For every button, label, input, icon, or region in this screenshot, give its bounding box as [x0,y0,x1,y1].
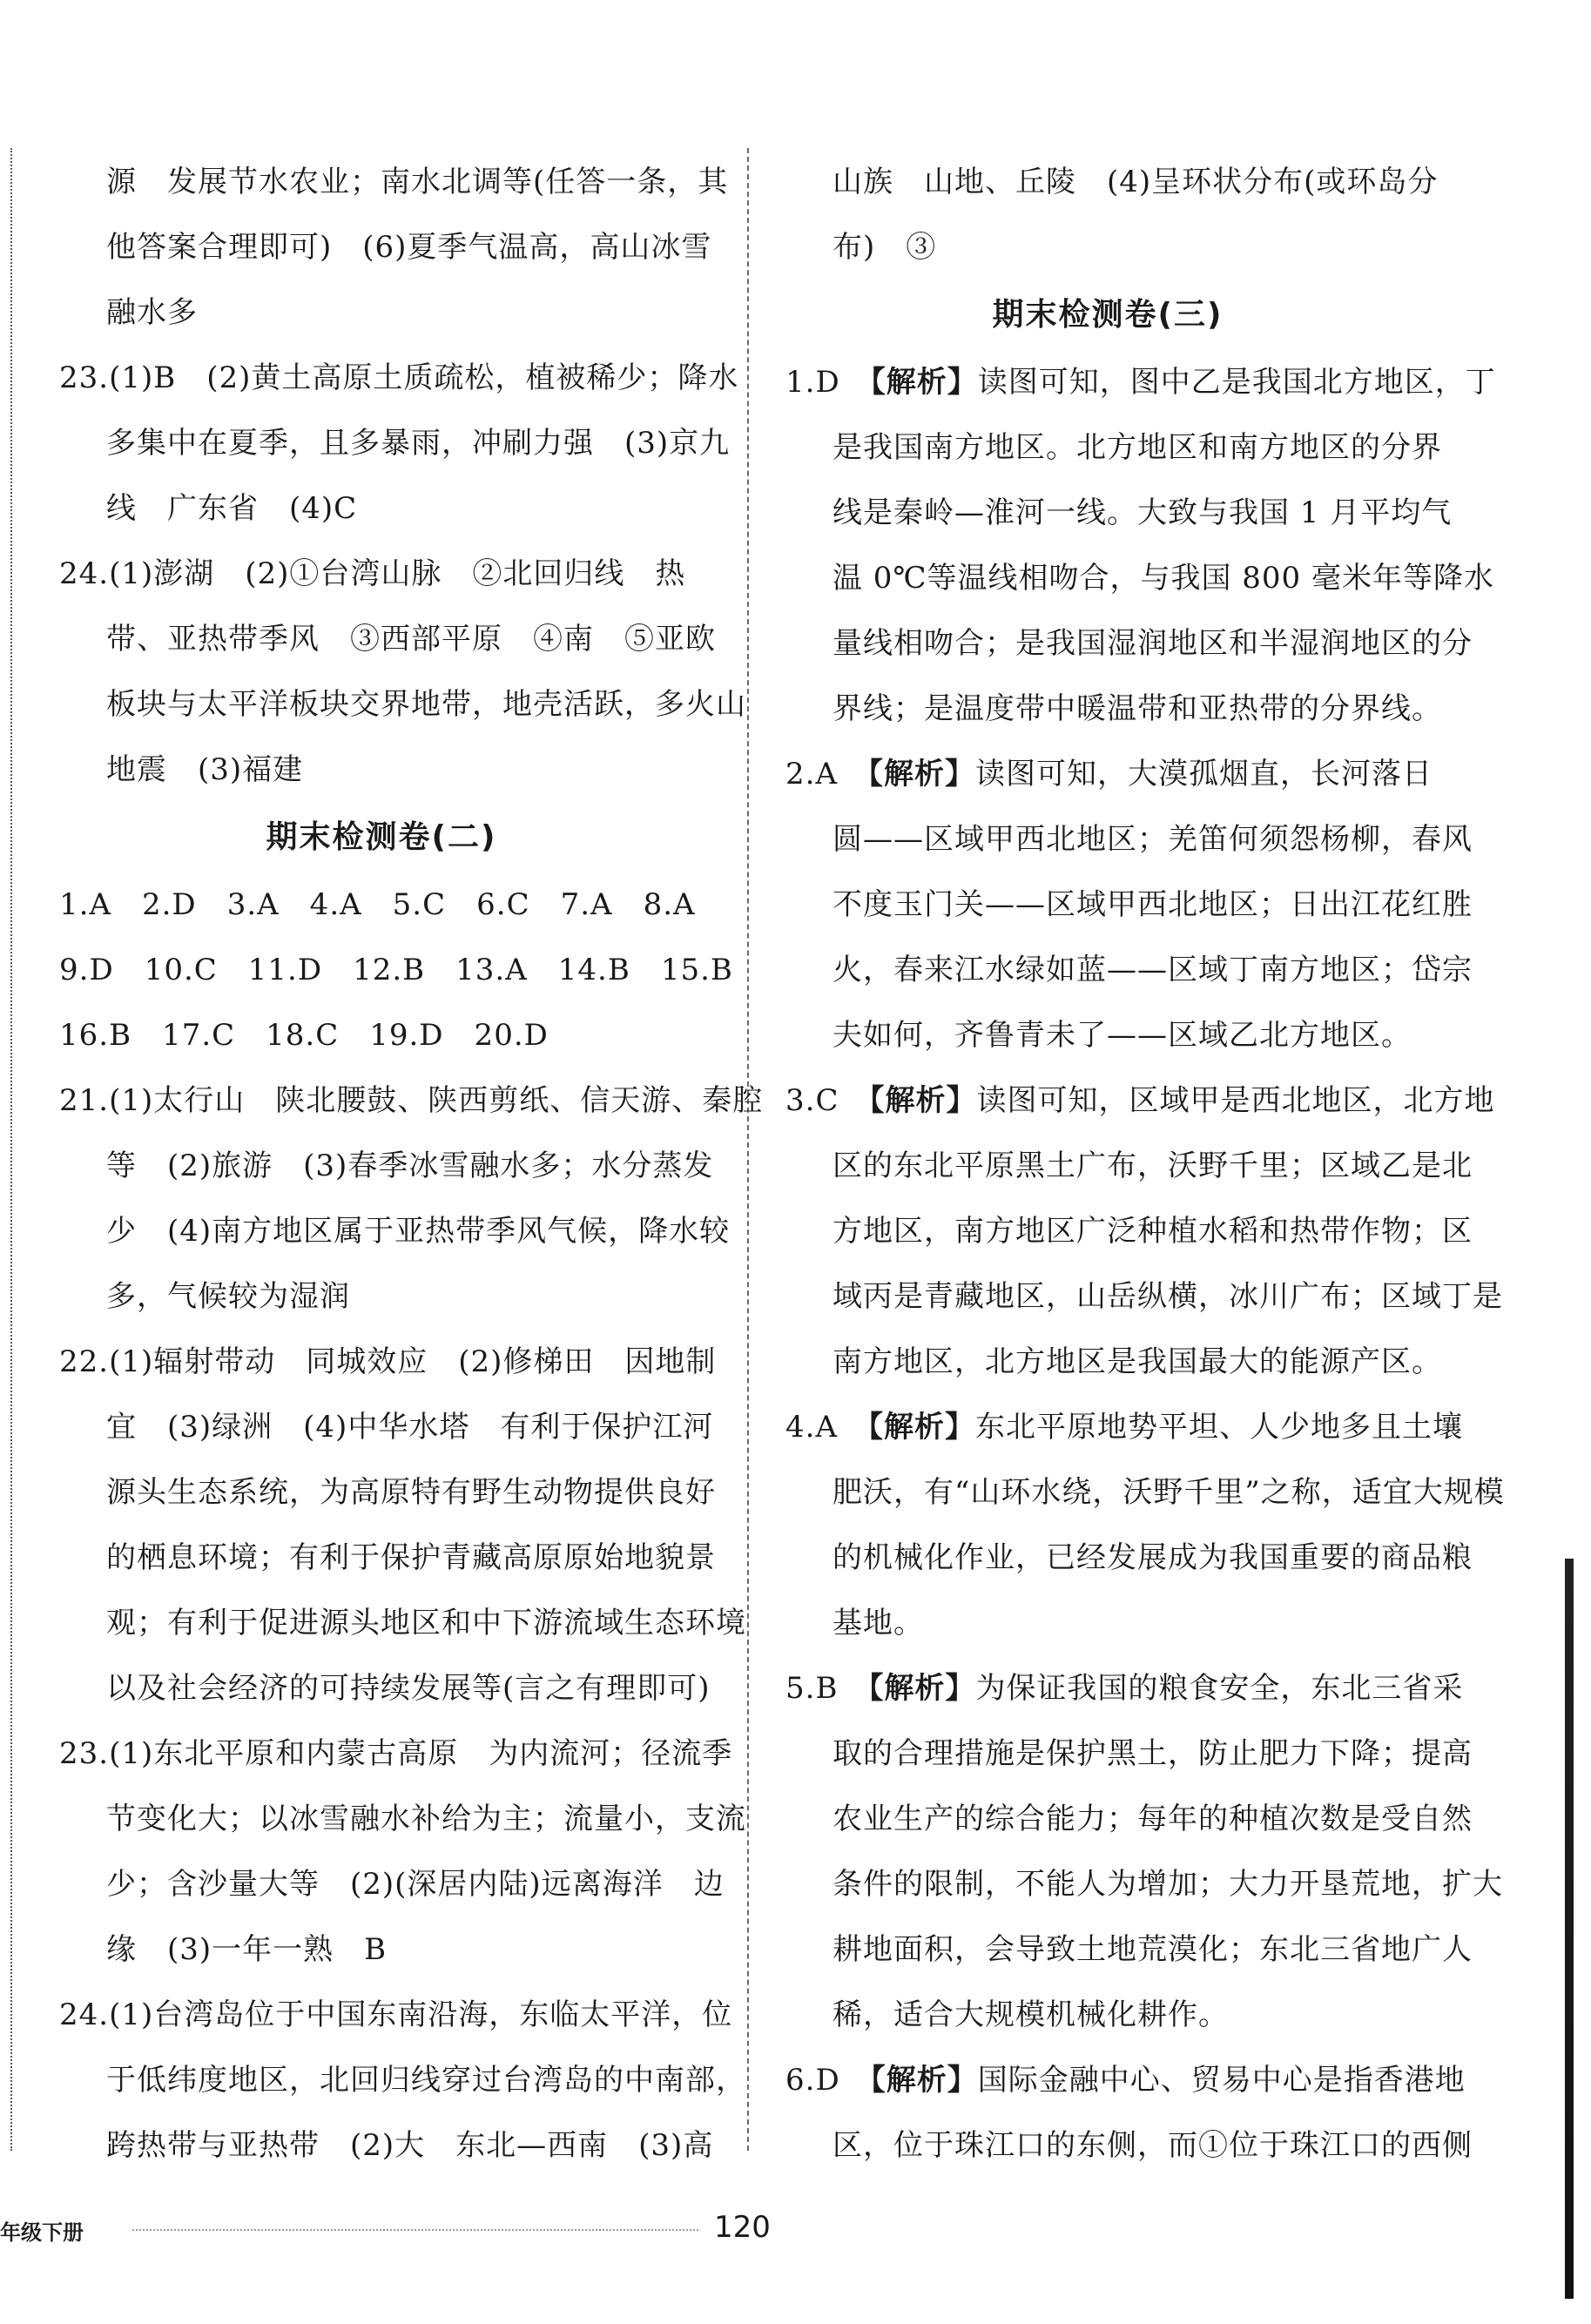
answer-line: 温 0℃等温线相吻合，与我国 800 毫米年等降水 [833,561,1494,596]
answer-line: 山族 山地、丘陵 (4)呈环状分布(或环岛分 [833,165,1439,199]
binding-dotted-line [10,148,12,2151]
answer-line: 1.A 2.D 3.A 4.A 5.C 6.C 7.A 8.A [59,887,696,922]
answer-line: 21.(1)太行山 陕北腰鼓、陕西剪纸、信天游、秦腔 [59,1083,764,1118]
answer-line: 跨热带与亚热带 (2)大 东北—西南 (3)高 [106,2128,714,2163]
answer-line: 9.D 10.C 11.D 12.B 13.A 14.B 15.B [59,953,733,987]
answer-item-first-line [785,742,1433,807]
answer-line: 的机械化作业，已经发展成为我国重要的商品粮 [833,1540,1473,1575]
answer-line: 方地区，南方地区广泛种植水稻和热带作物；区 [833,1214,1473,1249]
answer-line: 区，位于珠江口的东侧，而①位于珠江口的西侧 [833,2128,1473,2163]
answer-line: 23.(1)东北平原和内蒙古高原 为内流河；径流季 [59,1736,733,1771]
answer-line: 夫如何，齐鲁青未了——区域乙北方地区。 [833,1018,1412,1053]
answer-line: 源头生态系统，为高原特有野生动物提供良好 [106,1475,716,1510]
grade-label: 年级下册 [0,2220,84,2245]
answer-line: 肥沃，有“山环水绕，沃野千里”之称，适宜大规模 [833,1475,1505,1510]
answer-line: 少；含沙量大等 (2)(深居内陆)远离海洋 边 [106,1867,725,1902]
page-footer [0,2212,1591,2247]
answer-line: 融水多 [106,295,198,330]
answer-number: 3.C [785,1083,870,1118]
answer-line: 稀，适合大规模机械化耕作。 [833,1997,1229,2032]
jiexi-label: 【解析】 [868,757,975,792]
answer-text: 为保证我国的粮食安全，东北三省采 [975,1671,1464,1706]
answer-line: 火，春来江水绿如蓝——区域丁南方地区；岱宗 [833,953,1473,987]
answer-line: 以及社会经济的可持续发展等(言之有理即可) [106,1671,711,1706]
scan-edge-shadow [1565,1559,1574,2299]
jiexi-label: 【解析】 [869,1083,977,1118]
answer-line: 16.B 17.C 18.C 19.D 20.D [59,1018,549,1053]
footer-dotted-rule [132,2229,698,2231]
answer-line: 缘 (3)一年一熟 B [106,1932,388,1967]
answer-text: 读图可知，图中乙是我国北方地区，丁 [977,365,1496,400]
answer-number: 2.A [785,757,868,792]
answer-text: 东北平原地势平坦、人少地多且土壤 [975,1410,1463,1445]
right-column [785,150,1505,2179]
answer-line: 南方地区，北方地区是我国最大的能源产区。 [833,1344,1442,1379]
answer-line: 是我国南方地区。北方地区和南方地区的分界 [833,430,1442,465]
answer-line: 地震 (3)福建 [106,752,304,787]
answer-number: 5.B [785,1671,869,1706]
answer-line: 节变化大；以冰雪融水补给为主；流量小，支流 [106,1802,746,1836]
answer-text: 国际金融中心、贸易中心是指香港地 [977,2063,1466,2098]
answer-line: 宜 (3)绿洲 (4)中华水塔 有利于保护江河 [106,1410,714,1445]
answer-line: 域丙是青藏地区，山岳纵横，冰川广布；区域丁是 [833,1279,1503,1314]
answer-line: 的栖息环境；有利于保护青藏高原原始地貌景 [106,1540,716,1575]
jiexi-label: 【解析】 [868,1671,976,1706]
answer-line: 等 (2)旅游 (3)春季冰雪融水多；水分蒸发 [106,1149,714,1183]
answer-line: 于低纬度地区，北回归线穿过台湾岛的中南部， [106,2063,746,2098]
answer-item-first-line [785,1395,1463,1460]
left-column [59,150,764,2179]
answer-line: 农业生产的综合能力；每年的种植次数是受自然 [833,1802,1473,1836]
answer-line: 区的东北平原黑土广布，沃野千里；区域乙是北 [833,1149,1473,1183]
answer-item-first-line [785,1656,1464,1721]
answer-line: 条件的限制，不能人为增加；大力开垦荒地，扩大 [833,1867,1503,1902]
jiexi-label: 【解析】 [870,2063,978,2098]
jiexi-label: 【解析】 [868,1410,975,1445]
answer-line: 带、亚热带季风 ③西部平原 ④南 ⑤亚欧 [106,622,716,657]
answer-line: 线是秦岭—淮河一线。大致与我国 1 月平均气 [833,495,1453,530]
answer-line: 23.(1)B (2)黄土高原土质疏松，植被稀少；降水 [59,360,739,395]
answer-line: 取的合理措施是保护黑土，防止肥力下降；提高 [833,1736,1473,1771]
answer-line: 不度玉门关——区域甲西北地区；日出江花红胜 [833,887,1473,922]
answer-line: 板块与太平洋板块交界地带，地壳活跃，多火山 [106,687,746,722]
answer-item-first-line [785,350,1496,415]
answer-line: 少 (4)南方地区属于亚热带季风气候，降水较 [106,1214,731,1249]
jiexi-label: 【解析】 [870,365,978,400]
answer-number: 1.D [785,365,871,400]
answer-line: 耕地面积，会导致土地荒漠化；东北三省地广人 [833,1932,1473,1967]
page-number: 120 [714,2210,771,2245]
answer-number: 6.D [785,2063,871,2098]
column-divider [747,148,749,2151]
answer-line: 基地。 [833,1606,924,1640]
answer-item-first-line [785,2048,1466,2113]
answer-item-first-line [785,1068,1495,1134]
answer-line: 24.(1)澎湖 (2)①台湾山脉 ②北回归线 热 [59,556,686,591]
answer-text: 读图可知，区域甲是西北地区，北方地 [976,1083,1495,1118]
section-heading-exam-2: 期末检测卷(二) [266,819,497,855]
answer-number: 4.A [785,1410,868,1445]
answer-line: 他答案合理即可) (6)夏季气温高，高山冰雪 [106,230,712,265]
answer-line: 22.(1)辐射带动 同城效应 (2)修梯田 因地制 [59,1344,717,1379]
answer-line: 源 发展节水农业；南水北调等(任答一条，其 [106,165,729,199]
answer-line: 圆——区域甲西北地区；羌笛何须怨杨柳，春风 [833,822,1473,857]
answer-line: 线 广东省 (4)C [106,491,358,526]
answer-line: 多，气候较为湿润 [106,1279,350,1314]
section-heading-exam-3: 期末检测卷(三) [992,297,1224,333]
answer-line: 多集中在夏季，且多暴雨，冲刷力强 (3)京九 [106,426,731,461]
answer-line: 观；有利于促进源头地区和中下游流域生态环境 [106,1606,746,1640]
answer-line: 量线相吻合；是我国湿润地区和半湿润地区的分 [833,626,1473,661]
answer-text: 读图可知，大漠孤烟直，长河落日 [975,757,1433,792]
answer-line: 布) ③ [833,230,937,265]
answer-line: 界线；是温度带中暖温带和亚热带的分界线。 [833,691,1442,726]
answer-line: 24.(1)台湾岛位于中国东南沿海，东临太平洋，位 [59,1997,733,2032]
